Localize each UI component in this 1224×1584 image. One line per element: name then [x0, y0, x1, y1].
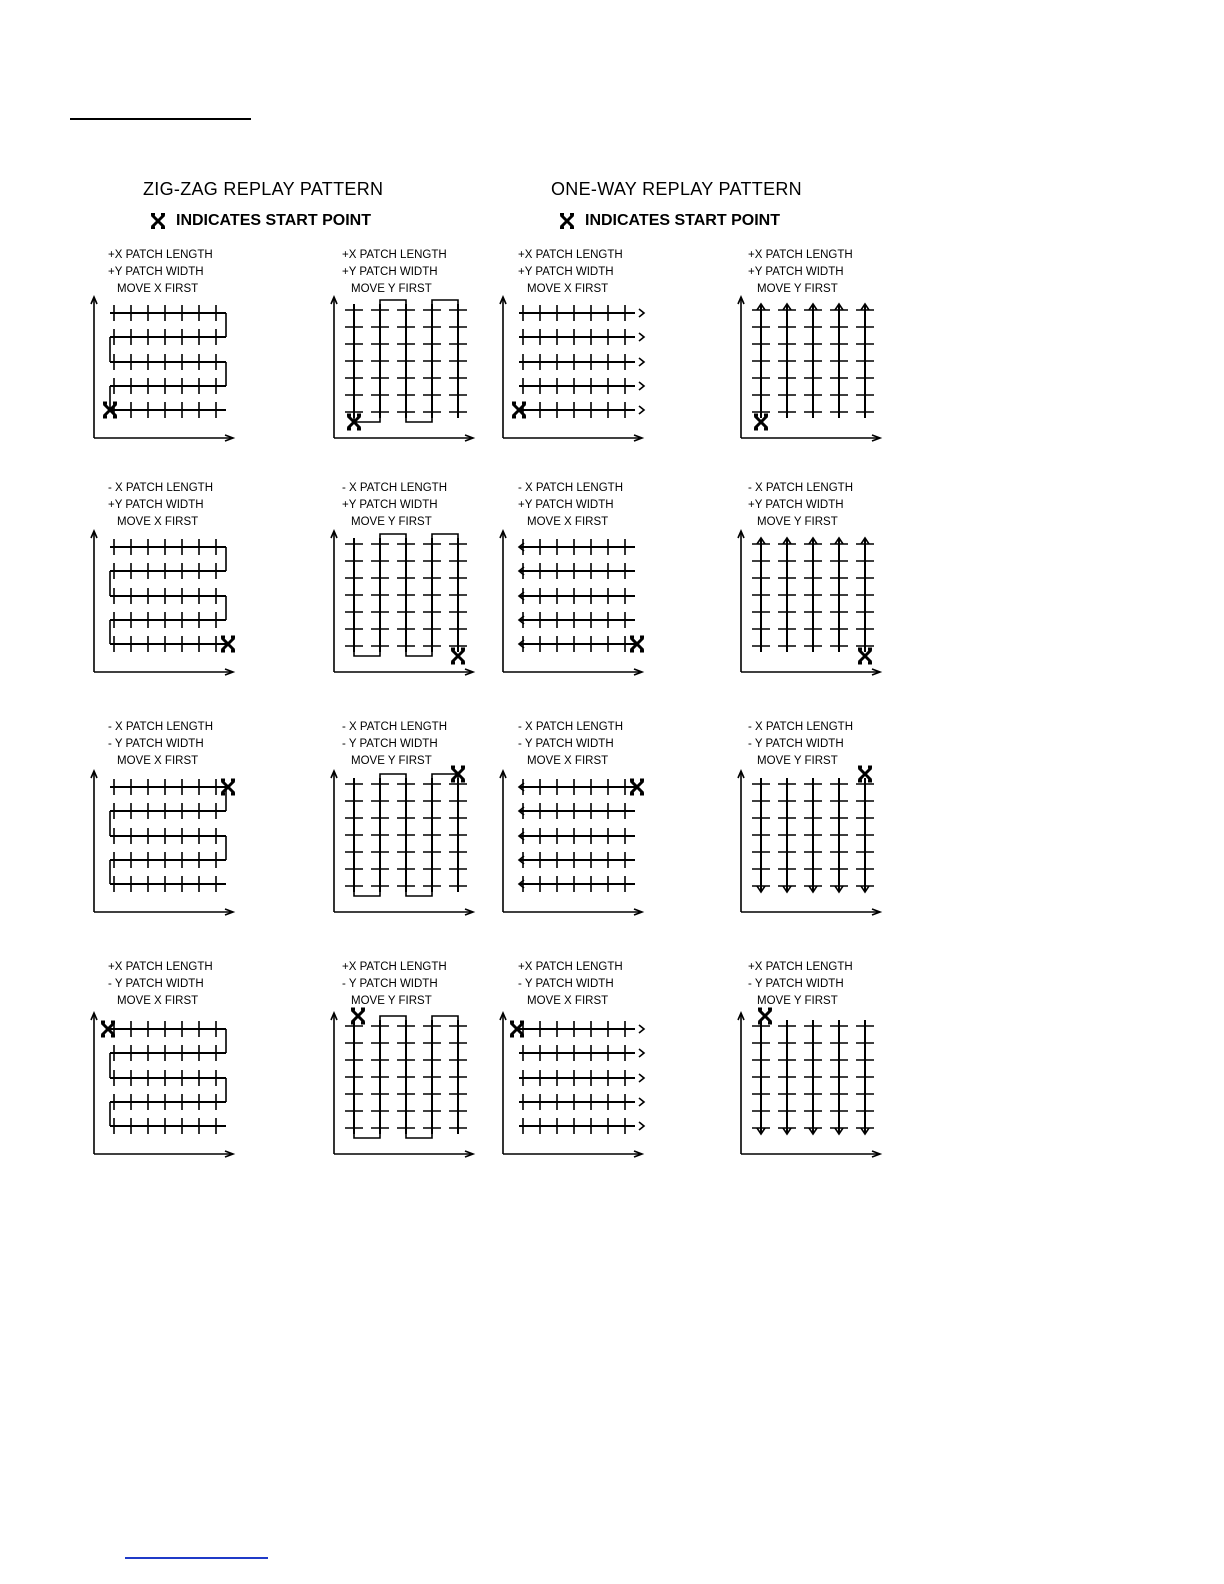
replay-pattern-diagram: [503, 530, 648, 680]
start-point-marker: [758, 1009, 772, 1023]
oneway-title: ONE-WAY REPLAY PATTERN: [551, 179, 802, 199]
zigzag-start-legend: [150, 212, 371, 230]
caption-length: +X PATCH LENGTH: [342, 961, 447, 973]
caption-move: MOVE Y FIRST: [757, 755, 838, 767]
replay-pattern-diagram: [334, 1012, 479, 1162]
caption-move: MOVE X FIRST: [117, 516, 199, 528]
caption-width: - Y PATCH WIDTH: [748, 738, 844, 750]
caption-width: - Y PATCH WIDTH: [518, 978, 614, 990]
caption-move: MOVE X FIRST: [527, 755, 609, 767]
replay-pattern-diagram: [334, 770, 479, 920]
bottom-link-rule: [125, 1557, 268, 1559]
pattern-caption: [342, 719, 447, 770]
turn-line: [406, 892, 432, 896]
caption-move: MOVE X FIRST: [527, 283, 609, 295]
pattern-caption: [748, 719, 853, 770]
replay-pattern-diagram: [741, 1012, 886, 1162]
pattern-caption: [518, 480, 623, 531]
turn-line: [432, 1016, 458, 1020]
caption-length: - X PATCH LENGTH: [748, 721, 853, 733]
replay-pattern-diagram: [741, 530, 886, 680]
direction-arrow: [639, 1122, 644, 1130]
replay-pattern-diagram: [741, 770, 886, 920]
caption-length: - X PATCH LENGTH: [108, 482, 213, 494]
pattern-caption: [518, 959, 623, 1010]
caption-width: - Y PATCH WIDTH: [108, 738, 204, 750]
caption-width: +Y PATCH WIDTH: [748, 499, 844, 511]
caption-length: - X PATCH LENGTH: [518, 721, 623, 733]
replay-pattern-diagram: [741, 296, 886, 446]
direction-arrow: [639, 1025, 644, 1033]
start-legend-text: INDICATES START POINT: [176, 212, 371, 229]
turn-line: [354, 652, 380, 656]
replay-pattern-diagram: [94, 530, 239, 680]
caption-width: +Y PATCH WIDTH: [342, 266, 438, 278]
turn-line: [432, 300, 458, 304]
caption-length: +X PATCH LENGTH: [342, 249, 447, 261]
caption-move: MOVE X FIRST: [117, 283, 199, 295]
top-rule: [70, 118, 251, 120]
caption-width: - Y PATCH WIDTH: [342, 738, 438, 750]
caption-move: MOVE Y FIRST: [351, 995, 432, 1007]
replay-pattern-diagram: [94, 296, 239, 446]
start-point-icon: [559, 213, 575, 229]
pattern-caption: [342, 247, 447, 298]
replay-pattern-diagram: [334, 530, 479, 680]
caption-move: MOVE X FIRST: [527, 516, 609, 528]
replay-pattern-diagram: [503, 1012, 648, 1162]
direction-arrow: [639, 358, 644, 366]
caption-width: +Y PATCH WIDTH: [748, 266, 844, 278]
pattern-caption: [108, 480, 213, 531]
caption-length: +X PATCH LENGTH: [108, 961, 213, 973]
turn-line: [380, 1016, 406, 1020]
turn-line: [406, 652, 432, 656]
turn-line: [354, 892, 380, 896]
caption-move: MOVE Y FIRST: [757, 283, 838, 295]
turn-line: [406, 418, 432, 422]
replay-pattern-diagram: [503, 296, 648, 446]
caption-length: +X PATCH LENGTH: [108, 249, 213, 261]
pattern-caption: [108, 959, 213, 1010]
caption-width: - Y PATCH WIDTH: [342, 978, 438, 990]
pattern-caption: [108, 247, 213, 298]
pattern-caption: [748, 247, 853, 298]
caption-move: MOVE Y FIRST: [351, 516, 432, 528]
direction-arrow: [639, 309, 644, 317]
replay-pattern-diagram: [334, 296, 479, 446]
caption-move: MOVE Y FIRST: [757, 516, 838, 528]
turn-line: [380, 774, 406, 778]
pattern-caption: [518, 247, 623, 298]
caption-length: +X PATCH LENGTH: [518, 249, 623, 261]
start-point-icon: [150, 213, 166, 229]
turn-line: [380, 534, 406, 538]
caption-length: - X PATCH LENGTH: [108, 721, 213, 733]
caption-move: MOVE Y FIRST: [351, 755, 432, 767]
caption-move: MOVE Y FIRST: [757, 995, 838, 1007]
caption-length: - X PATCH LENGTH: [342, 721, 447, 733]
start-legend-text: INDICATES START POINT: [585, 212, 780, 229]
caption-length: +X PATCH LENGTH: [518, 961, 623, 973]
caption-length: +X PATCH LENGTH: [748, 961, 853, 973]
pattern-caption: [342, 959, 447, 1010]
direction-arrow: [639, 1049, 644, 1057]
turn-line: [406, 1134, 432, 1138]
direction-arrow: [639, 406, 644, 414]
replay-pattern-diagram: [503, 770, 648, 920]
caption-width: +Y PATCH WIDTH: [108, 266, 204, 278]
turn-line: [432, 534, 458, 538]
pattern-caption: [518, 719, 623, 770]
caption-move: MOVE X FIRST: [117, 755, 199, 767]
pattern-caption: [342, 480, 447, 531]
caption-width: +Y PATCH WIDTH: [108, 499, 204, 511]
replay-pattern-diagram: [94, 1012, 239, 1162]
caption-length: - X PATCH LENGTH: [518, 482, 623, 494]
caption-width: +Y PATCH WIDTH: [518, 266, 614, 278]
pattern-caption: [748, 959, 853, 1010]
caption-width: - Y PATCH WIDTH: [108, 978, 204, 990]
direction-arrow: [639, 382, 644, 390]
caption-width: - Y PATCH WIDTH: [518, 738, 614, 750]
caption-length: +X PATCH LENGTH: [748, 249, 853, 261]
caption-move: MOVE Y FIRST: [351, 283, 432, 295]
pattern-caption: [748, 480, 853, 531]
caption-width: - Y PATCH WIDTH: [748, 978, 844, 990]
caption-width: +Y PATCH WIDTH: [518, 499, 614, 511]
turn-line: [380, 300, 406, 304]
caption-length: - X PATCH LENGTH: [748, 482, 853, 494]
caption-length: - X PATCH LENGTH: [342, 482, 447, 494]
caption-move: MOVE X FIRST: [117, 995, 199, 1007]
start-point-marker: [351, 1009, 365, 1023]
turn-line: [354, 1134, 380, 1138]
direction-arrow: [639, 333, 644, 341]
caption-width: +Y PATCH WIDTH: [342, 499, 438, 511]
oneway-start-legend: [559, 212, 780, 230]
direction-arrow: [639, 1098, 644, 1106]
pattern-caption: [108, 719, 213, 770]
direction-arrow: [639, 1074, 644, 1082]
zigzag-title: ZIG-ZAG REPLAY PATTERN: [143, 179, 384, 199]
replay-pattern-diagram: [94, 770, 239, 920]
caption-move: MOVE X FIRST: [527, 995, 609, 1007]
